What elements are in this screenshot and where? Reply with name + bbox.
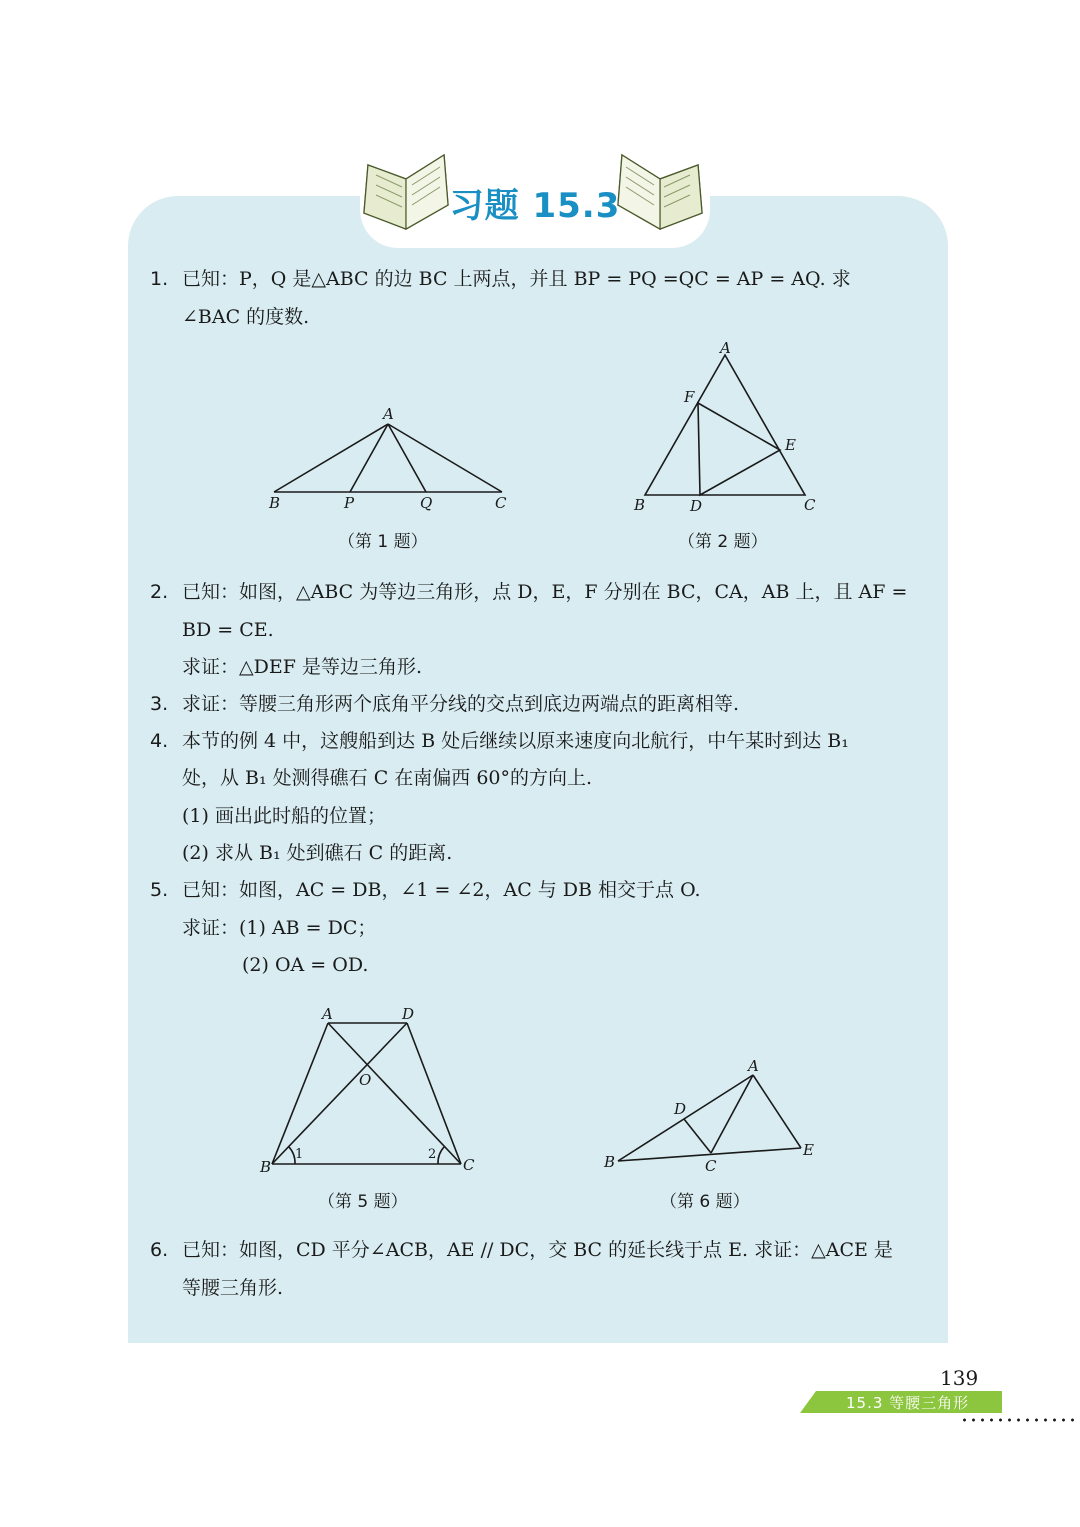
segment-ap <box>350 424 388 492</box>
segment-ac <box>328 1023 461 1164</box>
problem-4-number: 4. <box>150 730 169 752</box>
label-b: B <box>634 496 646 514</box>
problem-5-line-3: (2) OA = OD. <box>242 954 369 976</box>
label-a: A <box>748 1057 759 1075</box>
label-d: D <box>690 497 703 515</box>
figure-1-diagram <box>262 400 522 515</box>
label-c: C <box>463 1156 475 1174</box>
problem-4-line-4: (2) 求从 B₁ 处到礁石 C 的距离. <box>182 842 453 864</box>
problem-3-number: 3. <box>150 693 169 715</box>
label-d: D <box>674 1100 687 1118</box>
label-d: D <box>402 1005 415 1023</box>
label-a: A <box>720 339 731 357</box>
problem-3-line-1: 求证：等腰三角形两个底角平分线的交点到底边两端点的距离相等. <box>182 693 740 715</box>
label-angle-1: 1 <box>295 1147 304 1162</box>
problem-2-number: 2. <box>150 581 169 603</box>
segment-dc <box>407 1023 461 1164</box>
problem-5-number: 5. <box>150 879 169 901</box>
triangle-abc <box>645 355 805 495</box>
problem-1-line-2: ∠BAC 的度数. <box>182 306 310 328</box>
section-title: 习题 15.3 <box>449 186 621 226</box>
label-f: F <box>684 388 695 406</box>
label-q: Q <box>420 494 433 512</box>
label-p: P <box>344 494 355 512</box>
angle-2-arc <box>438 1147 444 1164</box>
figure-2-diagram <box>628 340 828 520</box>
chapter-label: 15.3 等腰三角形 <box>846 1394 970 1412</box>
segment-dc <box>684 1119 711 1153</box>
problem-5-line-2: 求证：(1) AB = DC； <box>182 917 377 939</box>
label-e: E <box>785 436 796 454</box>
figure-5-diagram <box>255 1000 490 1180</box>
triangle-def <box>698 403 780 495</box>
problem-2-line-2: BD = CE. <box>182 619 274 641</box>
label-o: O <box>359 1071 372 1089</box>
figure-6-caption: （第 6 题） <box>660 1192 750 1212</box>
problem-2-line-3: 求证：△DEF 是等边三角形. <box>182 656 422 678</box>
problem-6-line-1: 已知：如图，CD 平分∠ACB，AE // DC，交 BC 的延长线于点 E. 求证：△ACE 是 <box>182 1239 893 1261</box>
problem-6-number: 6. <box>150 1239 169 1261</box>
problem-5-line-1: 已知：如图，AC = DB，∠1 = ∠2，AC 与 DB 相交于点 O. <box>182 879 701 901</box>
label-angle-2: 2 <box>428 1147 437 1162</box>
segment-ac <box>388 424 502 492</box>
label-c: C <box>495 494 507 512</box>
label-b: B <box>269 494 281 512</box>
segment-ab <box>272 1023 328 1164</box>
problem-1-number: 1. <box>150 268 169 290</box>
label-c: C <box>804 496 816 514</box>
figure-2-caption: （第 2 题） <box>678 532 768 552</box>
label-b: B <box>260 1158 272 1176</box>
segment-ac <box>711 1075 753 1153</box>
segment-db <box>272 1023 407 1164</box>
problem-6-line-2: 等腰三角形. <box>182 1277 284 1299</box>
segment-ba <box>618 1075 753 1161</box>
problem-4-line-1: 本节的例 4 中，这艘船到达 B 处后继续以原来速度向北航行，中午某时到达 B₁ <box>182 730 849 752</box>
segment-ae <box>753 1075 801 1148</box>
problem-1-line-1: 已知：P，Q 是△ABC 的边 BC 上两点，并且 BP = PQ =QC = AP = AQ. 求 <box>182 268 851 290</box>
label-e: E <box>803 1141 814 1159</box>
label-a: A <box>383 405 394 423</box>
figure-5-caption: （第 5 题） <box>318 1192 408 1212</box>
label-b: B <box>604 1153 616 1171</box>
segment-ab <box>274 424 388 492</box>
segment-aq <box>388 424 426 492</box>
page-number: 139 <box>940 1366 979 1390</box>
label-a: A <box>322 1005 333 1023</box>
problem-4-line-2: 处，从 B₁ 处测得礁石 C 在南偏西 60°的方向上. <box>182 767 593 789</box>
dotted-rule <box>960 1418 1078 1422</box>
figure-1-caption: （第 1 题） <box>338 532 428 552</box>
problem-2-line-1: 已知：如图，△ABC 为等边三角形，点 D，E，F 分别在 BC，CA，AB 上，且 AF = <box>182 581 908 603</box>
label-c: C <box>705 1157 717 1175</box>
figure-6-diagram <box>598 1050 823 1175</box>
problem-4-line-3: (1) 画出此时船的位置； <box>182 805 386 827</box>
